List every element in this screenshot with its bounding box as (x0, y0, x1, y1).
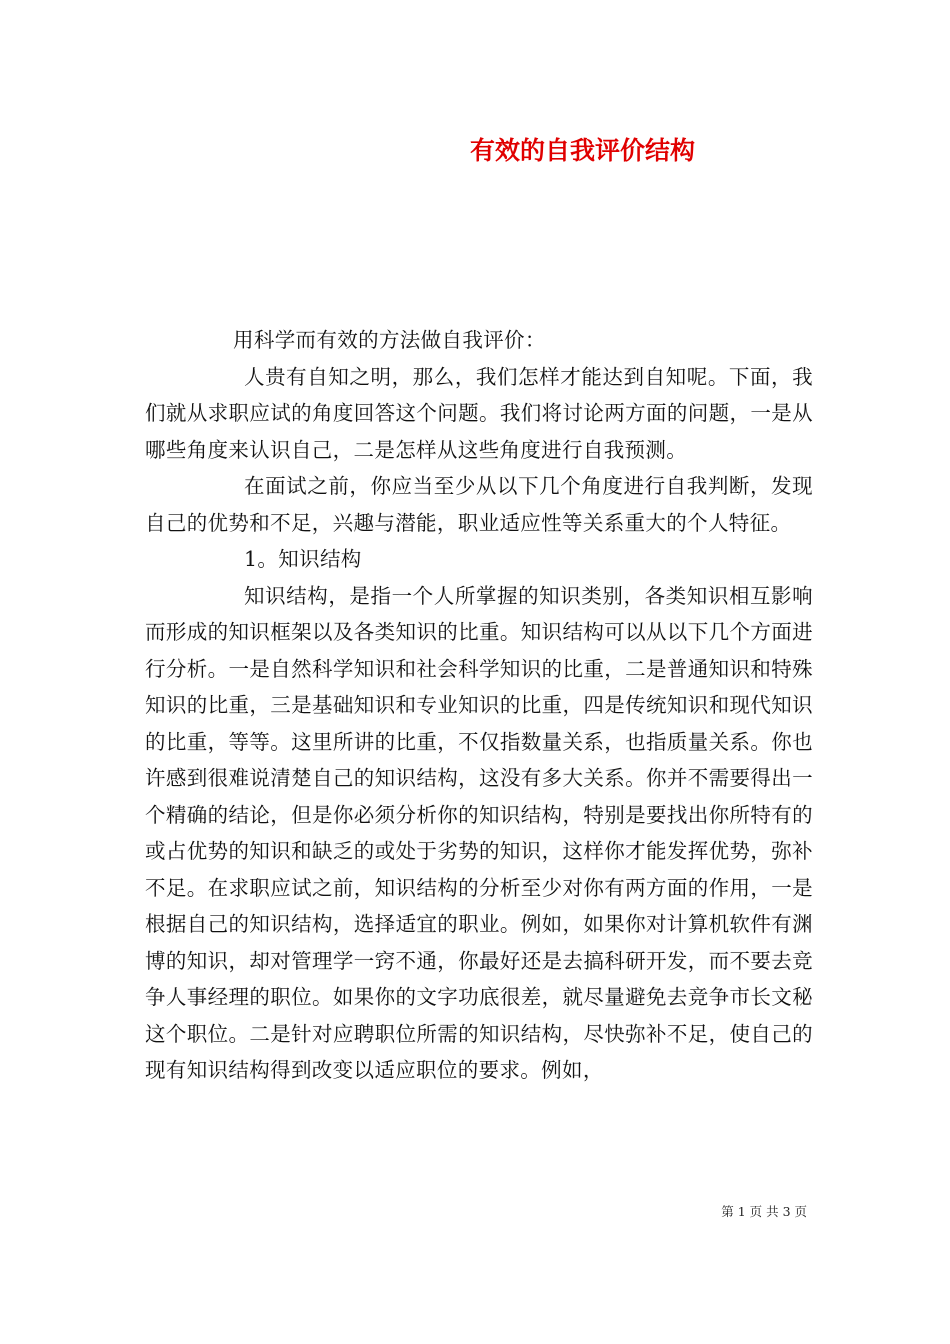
page-number-footer: 第 1 页 共 3 页 (721, 1204, 807, 1219)
document-title: 有效的自我评价结构 (470, 136, 696, 165)
lead-line: 用科学而有效的方法做自我评价： (233, 328, 546, 352)
paragraph-before-interview: 在面试之前，你应当至少从以下几个角度进行自我判断，发现自己的优势和不足，兴趣与潜能，职业适应性等关系重大的个人特征。 (145, 474, 813, 535)
section-heading-knowledge-structure: 1。知识结构 (244, 547, 362, 571)
document-body (145, 322, 813, 1089)
paragraph-knowledge-structure: 知识结构，是指一个人所掌握的知识类别，各类知识相互影响而形成的知识框架以及各类知识的比重。知识结构可以从以下几个方面进行分析。一是自然科学知识和社会科学知识的比重，二是普通知识和特殊知识的比重，三是基础知识和专业知识的比重，四是传统知识和现代知识的比重，等等。这里所讲的比重，不仅指数量关系，也指质量关系。你也许感到很难说清楚自己的知识结构，这没有多大关系。你并不需要得出一个精确的结论，但是你必须分析你的知识结构，特别是要找出你所特有的或占优势的知识和缺乏的或处于劣势的知识，这样你才能发挥优势，弥补不足。在求职应试之前，知识结构的分析至少对你有两方面的作用，一是根据自己的知识结构，选择适宜的职业。例如，如果你对计算机软件有渊博的知识，却对管理学一窍不通，你最好还是去搞科研开发，而不要去竞争人事经理的职位。如果你的文字功底很差，就尽量避免去竞争市长文秘这个职位。二是针对应聘职位所需的知识结构，尽快弥补不足，使自己的现有知识结构得到改变以适应职位的要求。例如， (145, 583, 813, 1082)
paragraph-intro: 人贵有自知之明，那么，我们怎样才能达到自知呢。下面，我们就从求职应试的角度回答这个问题。我们将讨论两方面的问题，一是从哪些角度来认识自己，二是怎样从这些角度进行自我预测。 (145, 364, 813, 462)
